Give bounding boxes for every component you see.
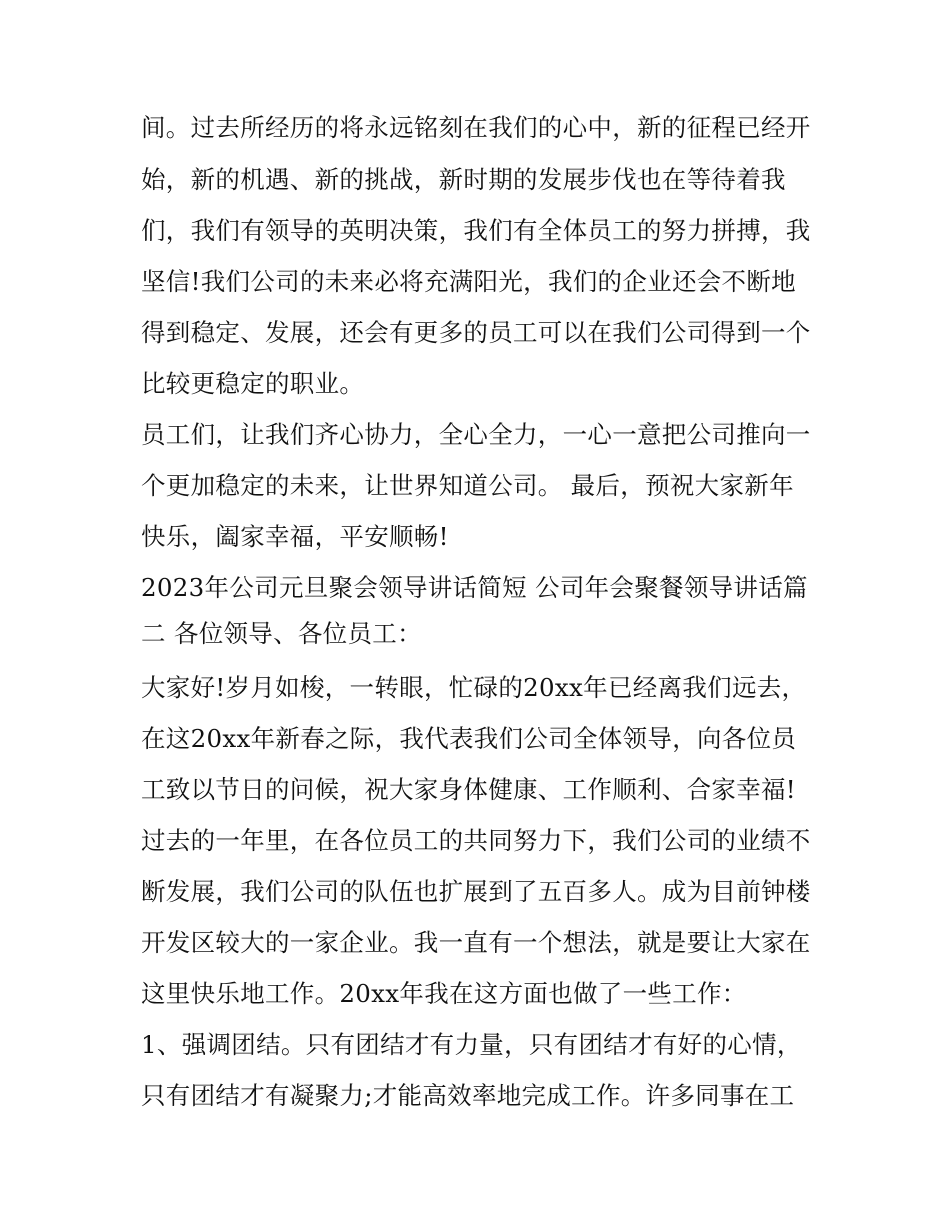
text-line: 始，新的机遇、新的挑战，新时期的发展步伐也在等待着我 bbox=[141, 165, 786, 194]
text-line: 这里快乐地工作。20xx年我在这方面也做了一些工作： bbox=[141, 979, 747, 1008]
text-line: 二 各位领导、各位员工： bbox=[141, 619, 422, 648]
text-line: 断发展，我们公司的队伍也扩展到了五百多人。成为目前钟楼 bbox=[141, 877, 811, 906]
text-line: 开发区较大的一家企业。我一直有一个想法，就是要让大家在 bbox=[141, 928, 811, 957]
text-line: 大家好!岁月如梭，一转眼，忙碌的20xx年已经离我们远去， bbox=[141, 673, 807, 702]
text-line: 们，我们有领导的英明决策，我们有全体员工的努力拼搏，我 bbox=[141, 216, 811, 245]
text-line: 1、强调团结。只有团结才有力量，只有团结才有好的心情， bbox=[141, 1030, 802, 1059]
text-line: 间。过去所经历的将永远铭刻在我们的心中，新的征程已经开 bbox=[141, 113, 811, 142]
text-line: 员工们，让我们齐心协力，全心全力，一心一意把公司推向一 bbox=[141, 420, 811, 449]
text-line: 比较更稳定的职业。 bbox=[141, 369, 365, 398]
text-line: 得到稳定、发展，还会有更多的员工可以在我们公司得到一个 bbox=[141, 318, 811, 347]
text-line: 过去的一年里，在各位员工的共同努力下，我们公司的业绩不 bbox=[141, 826, 811, 855]
text-line: 快乐，阖家幸福，平安顺畅! bbox=[141, 522, 449, 551]
text-line: 个更加稳定的未来，让世界知道公司。 最后，预祝大家新年 bbox=[141, 471, 794, 500]
text-line: 在这20xx年新春之际，我代表我们公司全体领导，向各位员 bbox=[141, 724, 797, 753]
text-line: 坚信!我们公司的未来必将充满阳光，我们的企业还会不断地 bbox=[141, 267, 796, 296]
text-line: 工致以节日的问候，祝大家身体健康、工作顺利、合家幸福! bbox=[141, 775, 796, 804]
text-line: 2023年公司元旦聚会领导讲话简短 公司年会聚餐领导讲话篇 bbox=[141, 573, 808, 602]
text-line: 只有团结才有凝聚力;才能高效率地完成工作。许多同事在工 bbox=[141, 1081, 795, 1110]
